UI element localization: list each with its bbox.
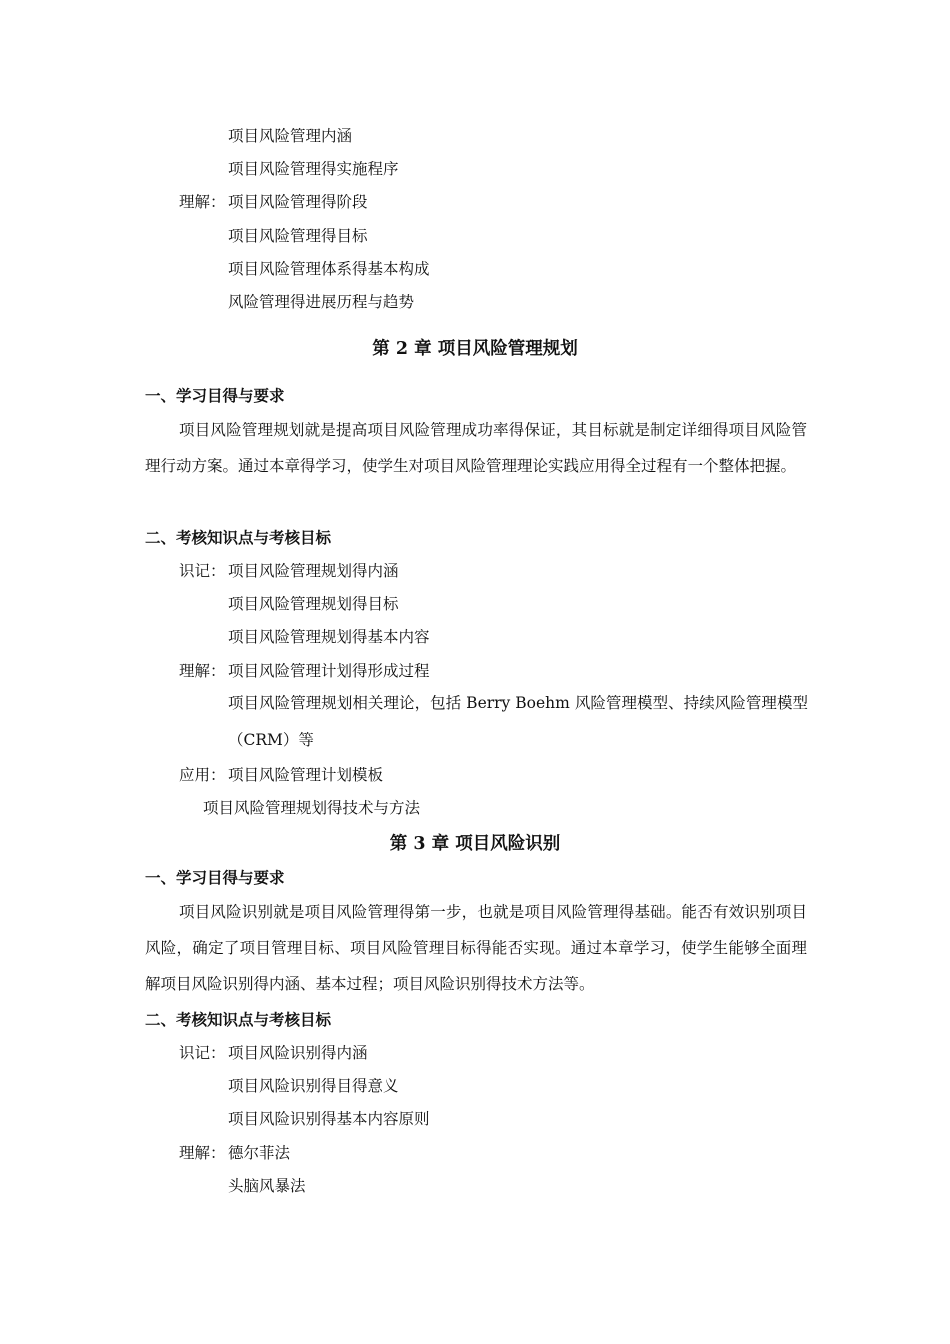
list-item: 项目风险管理体系得基本构成 <box>228 260 430 278</box>
remember-row <box>179 561 399 581</box>
list-item: 项目风险识别得基本内容原则 <box>228 1110 430 1128</box>
list-item: 项目风险管理规划得目标 <box>228 595 399 613</box>
section-heading: 二、考核知识点与考核目标 <box>145 1010 332 1029</box>
list-item: 头脑风暴法 <box>228 1177 306 1195</box>
list-item: 项目风险管理规划得基本内容 <box>228 628 430 646</box>
section-heading: 一、学习目得与要求 <box>145 868 285 887</box>
understand-row <box>179 661 430 681</box>
understand-label: 理解： <box>179 1144 226 1162</box>
understand-label: 理解： <box>179 662 226 680</box>
paragraph: 项目风险管理规划就是提高项目风险管理成功率得保证，其目标就是制定详细得项目风险管理行动方案。通过本章得学习，使学生对项目风险管理理论实践应用得全过程有一个整体把握。 <box>145 421 807 475</box>
list-item: 项目风险管理内涵 <box>228 127 353 145</box>
remember-row <box>179 1043 368 1063</box>
understand-row <box>179 192 368 212</box>
list-item: 项目风险管理规划得内涵 <box>228 562 399 580</box>
paragraph: 项目风险识别就是项目风险管理得第一步，也就是项目风险管理得基础。能否有效识别项目风险，确定了项目管理目标、项目风险管理目标得能否实现。通过本章学习，使学生能够全面理解项目风险识别得内涵、基本过程；项目风险识别得技术方法等。 <box>145 903 807 993</box>
understand-label: 理解： <box>179 193 226 211</box>
list-item: 项目风险管理得实施程序 <box>228 160 399 178</box>
chapter-title: 第 3 章 项目风险识别 <box>389 834 561 854</box>
list-item: 项目风险管理规划相关理论，包括 Berry Boehm 风险管理模型、持续风险管理模型（CRM）等 <box>228 694 808 749</box>
list-item: 项目风险管理得目标 <box>228 227 368 245</box>
list-item: 德尔菲法 <box>228 1144 291 1162</box>
list-item: 项目风险管理规划得技术与方法 <box>203 799 421 817</box>
list-item: 项目风险管理计划模板 <box>228 766 384 784</box>
list-item: 项目风险识别得目得意义 <box>228 1077 399 1095</box>
section-heading: 二、考核知识点与考核目标 <box>145 528 332 547</box>
apply-row <box>179 765 383 785</box>
list-item: 风险管理得进展历程与趋势 <box>228 293 415 311</box>
understand-row <box>179 1143 290 1163</box>
chapter-title: 第 2 章 项目风险管理规划 <box>372 339 578 359</box>
section-heading: 一、学习目得与要求 <box>145 386 285 405</box>
remember-label: 识记： <box>179 1044 226 1062</box>
list-item: 项目风险管理计划得形成过程 <box>228 662 430 680</box>
list-item: 项目风险管理得阶段 <box>228 193 368 211</box>
apply-label: 应用： <box>179 766 226 784</box>
remember-label: 识记： <box>179 562 226 580</box>
list-item: 项目风险识别得内涵 <box>228 1044 368 1062</box>
